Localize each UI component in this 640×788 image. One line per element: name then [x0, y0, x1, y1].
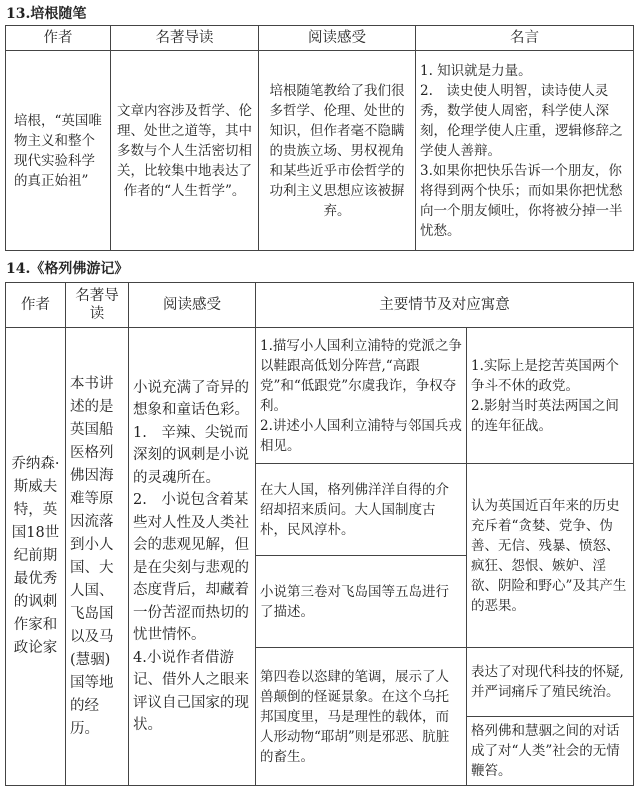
meaning-2: 2.影射当时英法两国之间的连年征战。 [471, 397, 619, 434]
quote-2: 2. 读史使人明智，读诗使人灵秀，数学使人周密，科学使人深刻，伦理学使人庄重，逻辑修辞之学使人善辩。 [420, 82, 623, 159]
header-quotes: 名言 [416, 26, 634, 51]
meaning-1: 1.实际上是挖苦英国两个争斗不休的政党。 [471, 357, 619, 394]
author-cell: 乔纳森·斯威夫特，英国18世纪前期最优秀的讽刺作家和政论家 [6, 328, 66, 786]
meaning-brobdingnag: 认为英国近百年来的历史充斥着“贪婪、党争、伪善、无信、残暴、愤怒、疯狂、怨恨、嫉妒、淫欲、阴险和野心”及其产生的恶果。 [467, 464, 634, 648]
meaning-laputa: 表达了对现代科技的怀疑,并严词痛斥了殖民统治。 [467, 648, 634, 717]
bacon-essays-table [5, 25, 634, 251]
feeling-3: 2. 小说包含着某些对人性及人类社会的悲观见解，但是在尖刻与悲观的态度背后，却藏着一份苦涩而热切的忧世情怀。 [133, 492, 249, 643]
feeling-2: 1. 辛辣、尖锐而深刻的讽刺是小说的灵魂所在。 [133, 424, 249, 486]
intro-cell: 文章内容涉及哲学、伦理、处世之道等，其中多数与个人生活密切相关，比较集中地表达了作者的“人生哲学”。 [111, 51, 259, 251]
header-intro: 名著导读 [111, 26, 259, 51]
gulliver-table [5, 282, 634, 786]
header-intro: 名著导读 [66, 283, 129, 328]
header-plot-meaning: 主要情节及对应寓意 [256, 283, 634, 328]
intro-cell: 本书讲述的是英国船医格列佛因海难等原因流落到小人国、大人国、飞岛国以及马(慧骃)国等地的经历。 [66, 328, 129, 786]
quote-3: 3.如果你把快乐告诉一个朋友，你将得到两个快乐；而如果你把忧愁向一个朋友倾吐，你将被分掉一半忧愁。 [420, 162, 623, 239]
meaning-houyhnhnm: 格列佛和慧骃之间的对话成了对“人类”社会的无情鞭笞。 [467, 717, 634, 786]
feeling-4: 4.小说作者借游记、借外人之眼来评议自己国家的现状。 [133, 649, 249, 733]
header-author: 作者 [6, 26, 111, 51]
plot-lilliput [256, 328, 467, 464]
header-feeling: 阅读感受 [129, 283, 256, 328]
feeling-1: 小说充满了奇异的想象和童话色彩。 [133, 379, 249, 418]
plot-laputa: 小说第三卷对飞岛国等五岛进行了描述。 [256, 556, 467, 648]
feeling-cell: 培根随笔教给了我们很多哲学、伦理、处世的知识，但作者毫不隐瞒的贵族立场、男权视角和某些近乎市侩哲学的功利主义思想应该被摒弃。 [259, 51, 416, 251]
plot-brobdingnag: 在大人国，格列佛洋洋自得的介绍却招来质问。大人国制度古朴，民风淳朴。 [256, 464, 467, 556]
plot-houyhnhnm: 第四卷以恣肆的笔调，展示了人兽颠倒的怪诞景象。在这个乌托邦国度里，马是理性的载体，而人形动物“耶胡”则是邪恶、肮脏的畜生。 [256, 648, 467, 786]
author-cell: 培根，“英国唯物主义和整个现代实验科学的真正始祖” [6, 51, 111, 251]
header-feeling: 阅读感受 [259, 26, 416, 51]
section-14-title: 14.《格列佛游记》 [6, 261, 129, 277]
quotes-cell [416, 51, 634, 251]
feeling-cell [129, 328, 256, 786]
plot-2: 2.讲述小人国利立浦特与邻国兵戎相见。 [260, 417, 462, 454]
plot-1: 1.描写小人国利立浦特的党派之争以鞋跟高低划分阵营,“高跟党”和“低跟党”尔虞我诈，争权夺利。 [260, 337, 462, 414]
quote-1: 1. 知识就是力量。 [420, 62, 532, 79]
header-author: 作者 [6, 283, 66, 328]
meaning-lilliput [467, 328, 634, 464]
section-13-title: 13.培根随笔 [6, 6, 87, 22]
